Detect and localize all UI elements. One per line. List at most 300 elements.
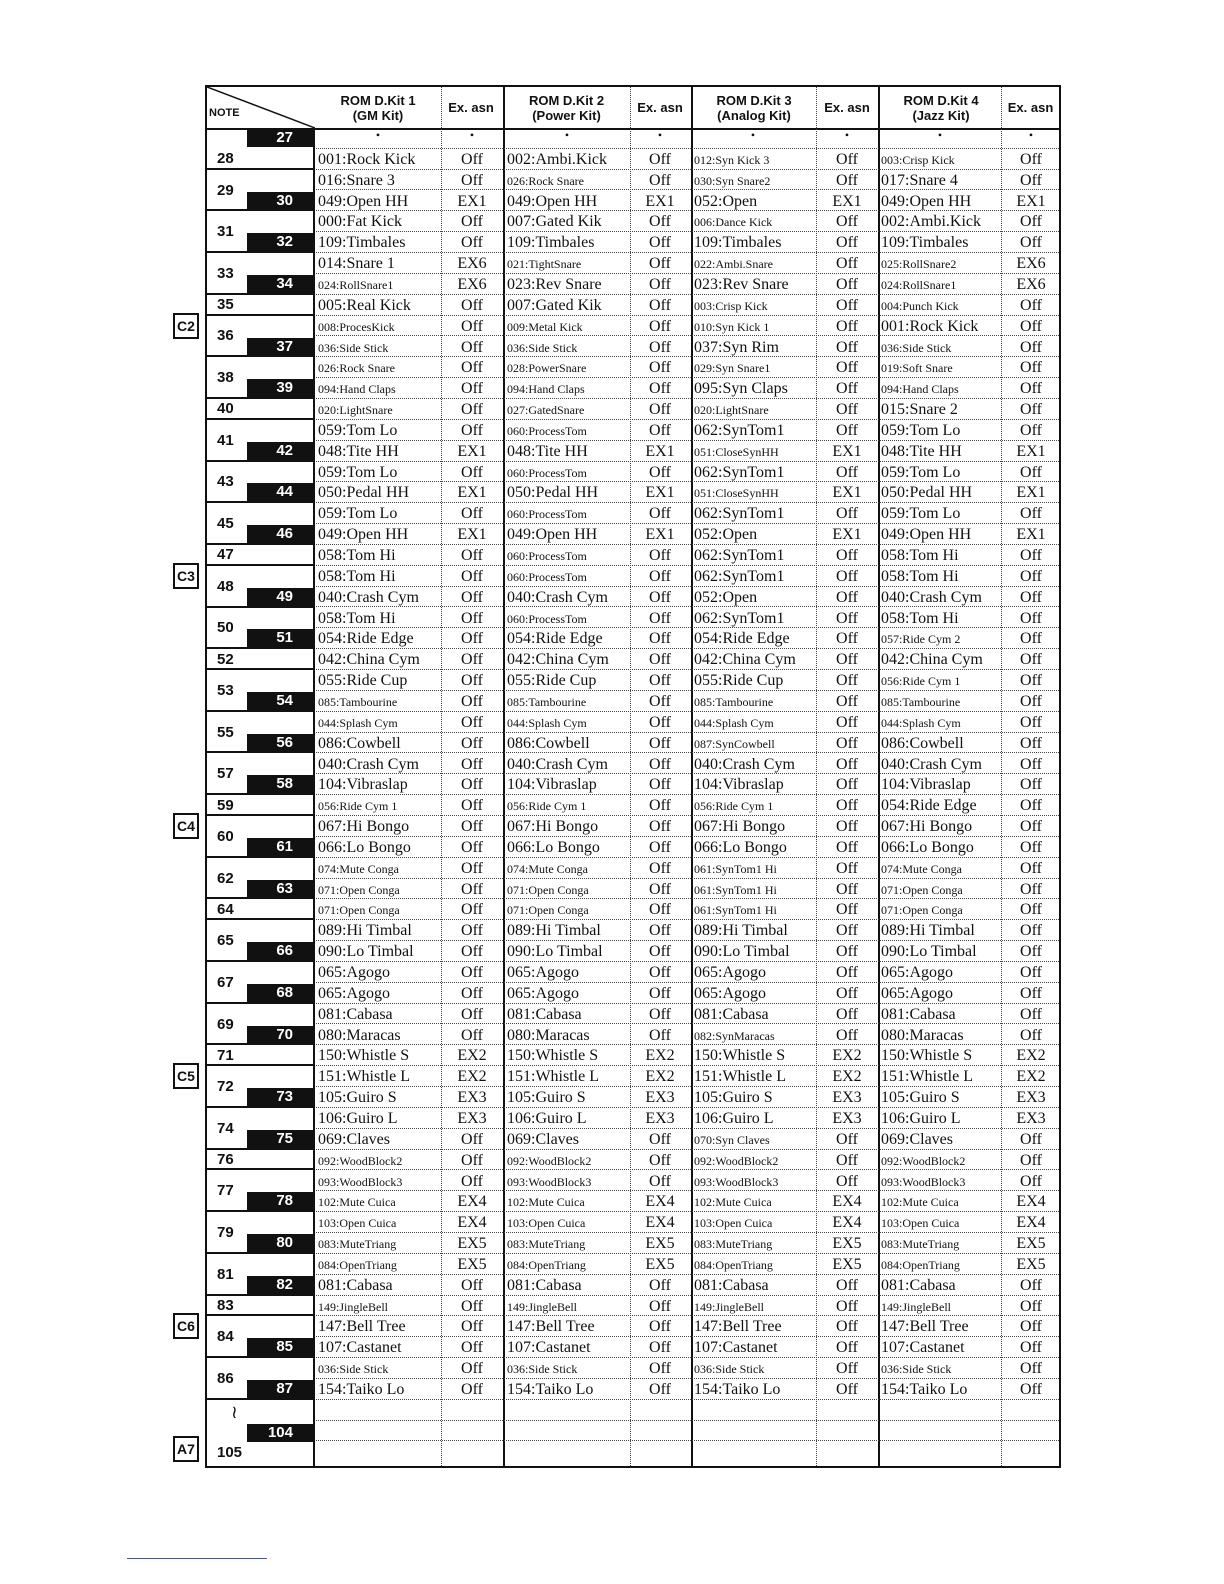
- sample-name-cell: 102:Mute Cuica: [881, 1195, 959, 1210]
- sample-name-cell: 147:Bell Tree: [694, 1318, 782, 1336]
- assign-cell: Off: [649, 1026, 671, 1044]
- white-key-number: 77: [217, 1182, 234, 1200]
- sample-name-cell: 048:Tite HH: [318, 442, 399, 460]
- sample-name-cell: 081:Cabasa: [507, 1276, 582, 1294]
- sample-name-cell: 066:Lo Bongo: [694, 838, 787, 856]
- table-row: [316, 795, 1059, 816]
- table-row: [316, 462, 1059, 483]
- sample-name-cell: 042:China Cym: [694, 651, 796, 669]
- sample-name-cell: 057:Ride Cym 2: [881, 632, 961, 647]
- sample-name-cell: 103:Open Cuica: [694, 1216, 773, 1231]
- sample-name-cell: 059:Tom Lo: [881, 421, 961, 439]
- assign-cell: EX4: [832, 1193, 862, 1211]
- assign-cell: Off: [836, 984, 858, 1002]
- assign-cell: Off: [649, 838, 671, 856]
- table-row: [316, 628, 1059, 649]
- sample-name-cell: 055:Ride Cup: [694, 672, 784, 690]
- assign-cell: Off: [461, 317, 483, 335]
- sample-name-cell: 104:Vibraslap: [881, 776, 971, 794]
- white-key-number: 62: [217, 869, 234, 887]
- table-cell: •: [844, 128, 850, 142]
- sample-name-cell: 062:SynTom1: [694, 567, 785, 585]
- assign-cell: Off: [1020, 734, 1042, 752]
- sample-name-cell: 081:Cabasa: [318, 1276, 393, 1294]
- sample-name-cell: 105:Guiro S: [507, 1089, 586, 1107]
- assign-cell: Off: [836, 755, 858, 773]
- black-key: 56: [247, 734, 315, 752]
- table-row: [316, 1108, 1059, 1129]
- sample-name-cell: 107:Castanet: [507, 1339, 591, 1357]
- assign-cell: Off: [1020, 1360, 1042, 1378]
- sample-name-cell: 109:Timbales: [881, 234, 969, 252]
- sample-name-cell: 074:Mute Conga: [881, 861, 962, 876]
- sample-name-cell: 022:Ambi.Snare: [694, 257, 773, 272]
- table-row: [316, 566, 1059, 587]
- sample-name-cell: 067:Hi Bongo: [507, 818, 599, 836]
- table-row: [316, 816, 1059, 837]
- sample-name-cell: 059:Tom Lo: [318, 421, 398, 439]
- assign-cell: EX1: [832, 442, 862, 460]
- assign-cell: Off: [1020, 901, 1042, 919]
- sample-name-cell: 069:Claves: [318, 1130, 390, 1148]
- sample-name-cell: 040:Crash Cym: [507, 588, 608, 606]
- sample-name-cell: 059:Tom Lo: [318, 505, 398, 523]
- kit3-header: [693, 87, 815, 128]
- black-key: 37: [247, 338, 315, 356]
- assign-cell: EX2: [832, 1047, 862, 1065]
- assign-cell: Off: [461, 672, 483, 690]
- white-key-number: 65: [217, 932, 234, 950]
- assign-cell: EX5: [457, 1255, 487, 1273]
- assign-cell: EX3: [1016, 1089, 1046, 1107]
- sample-name-cell: 086:Cowbell: [507, 734, 590, 752]
- sample-name-cell: 105:Guiro S: [318, 1089, 397, 1107]
- sample-name-cell: 060:ProcessTom: [507, 423, 587, 438]
- assign-cell: Off: [649, 463, 671, 481]
- assign-cell: Off: [1020, 1276, 1042, 1294]
- sample-name-cell: 104:Vibraslap: [318, 776, 408, 794]
- kit3-title: ROM D.Kit 3: [716, 92, 792, 108]
- white-key-number: 72: [217, 1078, 234, 1096]
- assign-cell: Off: [461, 880, 483, 898]
- sample-name-cell: 080:Maracas: [881, 1026, 964, 1044]
- kit4-header: [880, 87, 1002, 128]
- sample-name-cell: 093:WoodBlock3: [694, 1174, 779, 1189]
- assign-cell: Off: [649, 296, 671, 314]
- table-row: [316, 232, 1059, 253]
- sample-name-cell: 007:Gated Kik: [507, 213, 602, 231]
- sample-name-cell: 056:Ride Cym 1: [318, 799, 398, 814]
- sample-name-cell: 060:ProcessTom: [507, 465, 587, 480]
- white-key-number: 55: [217, 723, 234, 741]
- sample-name-cell: 061:SynTom1 Hi: [694, 903, 777, 918]
- sample-name-cell: 150:Whistle S: [881, 1047, 973, 1065]
- assign-cell: Off: [836, 1318, 858, 1336]
- sample-name-cell: 154:Taiko Lo: [881, 1381, 968, 1398]
- assign-cell: EX4: [457, 1193, 487, 1211]
- black-key: 85: [247, 1338, 315, 1356]
- sample-name-cell: 071:Open Conga: [507, 882, 589, 897]
- assign-cell: EX3: [457, 1109, 487, 1127]
- assign-cell: Off: [1020, 171, 1042, 189]
- white-key: [207, 545, 313, 566]
- sample-name-cell: 066:Lo Bongo: [507, 838, 600, 856]
- sample-name-cell: 092:WoodBlock2: [318, 1153, 403, 1168]
- table-row: [316, 920, 1059, 941]
- sample-name-cell: 151:Whistle L: [507, 1068, 599, 1086]
- sample-name-cell: 062:SynTom1: [694, 609, 785, 627]
- assign-cell: EX4: [832, 1214, 862, 1232]
- assign-cell: EX5: [1016, 1255, 1046, 1273]
- table-row: [316, 587, 1059, 608]
- white-key: [207, 899, 313, 920]
- sample-name-cell: 081:Cabasa: [881, 1276, 956, 1294]
- sample-name-cell: 036:Side Stick: [318, 340, 389, 355]
- sample-name-cell: 081:Cabasa: [881, 1005, 956, 1023]
- assign-cell: Off: [836, 1381, 858, 1398]
- octave-label: A7: [173, 1436, 199, 1462]
- assign-cell: Off: [461, 734, 483, 752]
- sample-name-cell: 002:Ambi.Kick: [881, 213, 981, 231]
- sample-name-cell: 000:Fat Kick: [318, 213, 402, 231]
- kit1-header: [317, 87, 439, 128]
- sample-name-cell: 021:TightSnare: [507, 257, 582, 272]
- white-key-number: 83: [217, 1297, 234, 1315]
- white-key-number: 81: [217, 1265, 234, 1283]
- sample-name-cell: 040:Crash Cym: [881, 588, 982, 606]
- sample-name-cell: 090:Lo Timbal: [318, 943, 414, 961]
- white-key-number: 31: [217, 223, 234, 241]
- assign-cell: Off: [836, 692, 858, 710]
- table-row: [316, 1171, 1059, 1192]
- sample-name-cell: 067:Hi Bongo: [881, 818, 973, 836]
- black-key: 32: [247, 233, 315, 251]
- sample-name-cell: 080:Maracas: [507, 1026, 590, 1044]
- white-key-number: 71: [217, 1046, 234, 1064]
- table-row: [316, 503, 1059, 524]
- assign-cell: Off: [1020, 713, 1042, 731]
- sample-name-cell: 014:Snare 1: [318, 255, 395, 273]
- assign-cell: Off: [836, 880, 858, 898]
- assign-cell: EX5: [832, 1255, 862, 1273]
- assign-cell: EX1: [645, 526, 675, 544]
- black-key: 78: [247, 1192, 315, 1210]
- table-row: [316, 1316, 1059, 1337]
- sample-name-cell: 051:CloseSynHH: [694, 444, 779, 459]
- sample-name-cell: 062:SynTom1: [694, 463, 785, 481]
- kit3-subtitle: (Analog Kit): [717, 107, 791, 123]
- sample-name-cell: 147:Bell Tree: [881, 1318, 969, 1336]
- assign-cell: Off: [1020, 1005, 1042, 1023]
- sample-name-cell: 092:WoodBlock2: [507, 1153, 592, 1168]
- assign-cell: Off: [1020, 213, 1042, 231]
- sample-name-cell: 085:Tambourine: [694, 694, 774, 709]
- sample-name-cell: 061:SynTom1 Hi: [694, 882, 777, 897]
- table-row: [316, 858, 1059, 879]
- assign-cell: Off: [1020, 567, 1042, 585]
- sample-name-cell: 147:Bell Tree: [507, 1318, 595, 1336]
- sample-name-cell: 049:Open HH: [881, 526, 972, 544]
- sample-name-cell: 094:Hand Claps: [507, 382, 585, 397]
- assign-cell: Off: [836, 776, 858, 794]
- white-key-number: 47: [217, 546, 234, 564]
- assign-cell: Off: [649, 734, 671, 752]
- assign-cell: Off: [836, 713, 858, 731]
- sample-name-cell: 080:Maracas: [318, 1026, 401, 1044]
- sample-name-cell: 070:Syn Claves: [694, 1132, 770, 1147]
- sample-name-cell: 089:Hi Timbal: [694, 922, 788, 940]
- sample-name-cell: 028:PowerSnare: [507, 361, 587, 376]
- white-key-number: 64: [217, 900, 234, 918]
- assign-cell: Off: [649, 609, 671, 627]
- sample-name-cell: 069:Claves: [507, 1130, 579, 1148]
- table-row: [316, 712, 1059, 733]
- sample-name-cell: 149:JingleBell: [881, 1299, 951, 1314]
- sample-name-cell: 059:Tom Lo: [881, 463, 961, 481]
- black-key: 63: [247, 880, 315, 898]
- table-row: [316, 1004, 1059, 1025]
- black-key: 70: [247, 1026, 315, 1044]
- white-key: [207, 1442, 313, 1464]
- assign-cell: Off: [836, 734, 858, 752]
- black-key: 82: [247, 1276, 315, 1294]
- table-cell: •: [469, 128, 475, 142]
- assign-cell: EX1: [457, 484, 487, 502]
- sample-name-cell: 065:Agogo: [507, 984, 579, 1002]
- table-row: [316, 1296, 1059, 1317]
- sample-name-cell: 084:OpenTriang: [318, 1257, 397, 1272]
- assign-cell: Off: [1020, 880, 1042, 898]
- kit4-asn-header: [1002, 87, 1059, 128]
- sample-name-cell: 087:SynCowbell: [694, 736, 775, 751]
- assign-cell: EX1: [645, 442, 675, 460]
- sample-name-cell: 107:Castanet: [318, 1339, 402, 1357]
- assign-cell: Off: [649, 1151, 671, 1169]
- assign-cell: Off: [836, 1130, 858, 1148]
- assign-cell: Off: [461, 859, 483, 877]
- sample-name-cell: 054:Ride Edge: [694, 630, 790, 648]
- sample-name-cell: 085:Tambourine: [318, 694, 398, 709]
- assign-cell: EX2: [457, 1047, 487, 1065]
- table-row: [316, 608, 1059, 629]
- sample-name-cell: 104:Vibraslap: [507, 776, 597, 794]
- assign-cell: EX4: [457, 1214, 487, 1232]
- black-key: 104: [247, 1424, 315, 1442]
- sample-name-cell: 001:Rock Kick: [318, 150, 416, 168]
- assign-cell: Off: [836, 964, 858, 981]
- assign-cell: Off: [836, 296, 858, 314]
- assign-cell: Off: [649, 421, 671, 439]
- black-key: 42: [247, 442, 315, 460]
- assign-cell: Off: [649, 1381, 671, 1398]
- sample-name-cell: 086:Cowbell: [318, 734, 401, 752]
- table-row: [316, 962, 1059, 983]
- sample-name-cell: 106:Guiro L: [881, 1109, 961, 1127]
- assign-cell: Off: [1020, 338, 1042, 356]
- sample-name-cell: 049:Open HH: [507, 192, 598, 210]
- sample-name-cell: 058:Tom Hi: [318, 547, 396, 564]
- kit4-title: ROM D.Kit 4: [903, 92, 979, 108]
- octave-label: C3: [173, 563, 199, 589]
- sample-name-cell: 036:Side Stick: [318, 1362, 389, 1377]
- table-row: [316, 524, 1059, 545]
- sample-name-cell: 060:ProcessTom: [507, 549, 587, 563]
- assign-cell: Off: [649, 818, 671, 836]
- white-key-number: 67: [217, 973, 234, 991]
- sample-name-cell: 055:Ride Cup: [318, 672, 408, 690]
- sample-name-cell: 024:RollSnare1: [881, 277, 957, 292]
- assign-cell: Off: [1020, 1172, 1042, 1190]
- sample-name-cell: 052:Open: [694, 526, 758, 544]
- assign-cell: Off: [649, 547, 671, 564]
- assign-cell: Off: [649, 755, 671, 773]
- sample-name-cell: 058:Tom Hi: [318, 567, 396, 585]
- assign-cell: Off: [649, 1297, 671, 1315]
- sample-name-cell: 093:WoodBlock3: [881, 1174, 966, 1189]
- sample-name-cell: 019:Soft Snare: [881, 361, 953, 376]
- assign-cell: Off: [649, 401, 671, 419]
- assign-cell: Off: [461, 692, 483, 710]
- sample-name-cell: 095:Syn Claps: [694, 380, 788, 398]
- sample-name-cell: 001:Rock Kick: [881, 317, 979, 335]
- sample-name-cell: 025:RollSnare2: [881, 257, 957, 272]
- assign-cell: Off: [1020, 421, 1042, 439]
- assign-cell: Off: [1020, 380, 1042, 398]
- assign-cell: EX2: [457, 1068, 487, 1086]
- assign-cell: EX5: [457, 1235, 487, 1253]
- sample-name-cell: 036:Side Stick: [881, 1362, 952, 1377]
- assign-cell: Off: [1020, 296, 1042, 314]
- white-key-number: 69: [217, 1015, 234, 1033]
- white-key-number: 48: [217, 577, 234, 595]
- sample-name-cell: 052:Open: [694, 192, 758, 210]
- assign-cell: Off: [1020, 1026, 1042, 1044]
- white-key: [207, 795, 313, 816]
- sample-name-cell: 020:LightSnare: [318, 403, 393, 418]
- kit1-asn-header: [440, 87, 502, 128]
- sample-name-cell: 109:Timbales: [694, 234, 782, 252]
- assign-cell: Off: [461, 609, 483, 627]
- assign-cell: Off: [461, 463, 483, 481]
- assign-cell: Off: [649, 880, 671, 898]
- assign-cell: Off: [1020, 672, 1042, 690]
- table-row: [316, 899, 1059, 920]
- asn-label: Ex. asn: [637, 100, 683, 115]
- assign-cell: EX3: [645, 1109, 675, 1127]
- assign-cell: Off: [836, 1151, 858, 1169]
- sample-name-cell: 062:SynTom1: [694, 505, 785, 523]
- white-key-number: 38: [217, 369, 234, 387]
- white-key-number: 74: [217, 1119, 234, 1137]
- table-row: [316, 691, 1059, 712]
- sample-name-cell: 005:Real Kick: [318, 296, 411, 314]
- black-key: 49: [247, 588, 315, 606]
- sample-name-cell: 149:JingleBell: [507, 1299, 577, 1314]
- assign-cell: EX1: [1016, 192, 1046, 210]
- assign-cell: EX1: [832, 484, 862, 502]
- black-key: 51: [247, 629, 315, 647]
- sample-name-cell: 067:Hi Bongo: [318, 818, 410, 836]
- assign-cell: EX1: [457, 192, 487, 210]
- assign-cell: Off: [1020, 359, 1042, 377]
- assign-cell: Off: [1020, 964, 1042, 981]
- assign-cell: Off: [1020, 630, 1042, 648]
- sample-name-cell: 150:Whistle S: [507, 1047, 599, 1065]
- table-row: [316, 1358, 1059, 1379]
- sample-name-cell: 154:Taiko Lo: [694, 1381, 781, 1398]
- sample-name-cell: 049:Open HH: [318, 192, 409, 210]
- sample-name-cell: 042:China Cym: [318, 651, 420, 669]
- table-row: [316, 1087, 1059, 1108]
- sample-name-cell: 084:OpenTriang: [507, 1257, 586, 1272]
- white-key-number: 50: [217, 619, 234, 637]
- white-key: [207, 1150, 313, 1171]
- sample-name-cell: 069:Claves: [881, 1130, 953, 1148]
- table-row: [316, 754, 1059, 775]
- sample-name-cell: 040:Crash Cym: [318, 588, 419, 606]
- white-key: [207, 399, 313, 420]
- assign-cell: EX1: [645, 484, 675, 502]
- sample-name-cell: 074:Mute Conga: [318, 861, 399, 876]
- assign-cell: EX5: [1016, 1235, 1046, 1253]
- assign-cell: Off: [836, 255, 858, 273]
- sample-name-cell: 056:Ride Cym 1: [881, 674, 961, 689]
- table-row: [316, 316, 1059, 337]
- assign-cell: EX4: [645, 1214, 675, 1232]
- assign-cell: EX5: [832, 1235, 862, 1253]
- assign-cell: Off: [836, 818, 858, 836]
- sample-name-cell: 067:Hi Bongo: [694, 818, 786, 836]
- assign-cell: EX2: [645, 1047, 675, 1065]
- sample-name-cell: 059:Tom Lo: [318, 463, 398, 481]
- assign-cell: Off: [649, 901, 671, 919]
- assign-cell: Off: [1020, 1339, 1042, 1357]
- assign-cell: Off: [461, 1360, 483, 1378]
- table-row: [316, 1379, 1059, 1400]
- assign-cell: EX6: [457, 275, 487, 293]
- white-key-number: 84: [217, 1328, 234, 1346]
- assign-cell: EX1: [645, 192, 675, 210]
- sample-name-cell: 071:Open Conga: [318, 882, 400, 897]
- sample-name-cell: 083:MuteTriang: [507, 1237, 586, 1252]
- sample-name-cell: 012:Syn Kick 3: [694, 152, 770, 167]
- assign-cell: EX3: [457, 1089, 487, 1107]
- asn-label: Ex. asn: [824, 100, 870, 115]
- black-key: 44: [247, 483, 315, 501]
- asn-label: Ex. asn: [1007, 100, 1054, 115]
- octave-label: C6: [173, 1313, 199, 1339]
- assign-cell: Off: [836, 380, 858, 398]
- sample-name-cell: 102:Mute Cuica: [507, 1195, 585, 1210]
- assign-cell: Off: [649, 922, 671, 940]
- table-row: [316, 482, 1059, 503]
- assign-cell: Off: [1020, 797, 1042, 815]
- sample-name-cell: 065:Agogo: [318, 964, 390, 981]
- assign-cell: Off: [461, 401, 483, 419]
- table-row: [316, 733, 1059, 754]
- sample-name-cell: 049:Open HH: [881, 192, 972, 210]
- assign-cell: Off: [836, 630, 858, 648]
- table-row: [316, 170, 1059, 191]
- sample-name-cell: 065:Agogo: [507, 964, 579, 981]
- assign-cell: Off: [461, 380, 483, 398]
- assign-cell: Off: [836, 317, 858, 335]
- assign-cell: Off: [649, 338, 671, 356]
- assign-cell: Off: [649, 1172, 671, 1190]
- assign-cell: Off: [461, 171, 483, 189]
- assign-cell: EX1: [832, 192, 862, 210]
- sample-name-cell: 049:Open HH: [507, 526, 598, 544]
